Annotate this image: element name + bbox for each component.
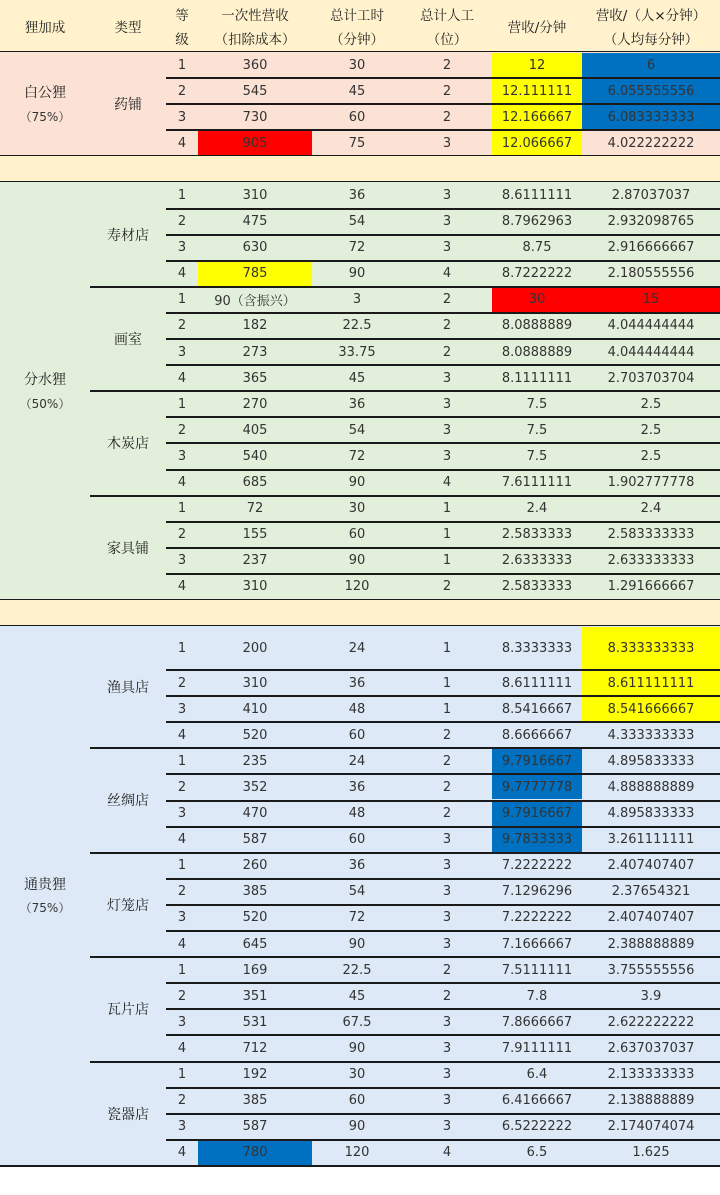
cell-workers: 1 bbox=[442, 501, 452, 517]
cell-level: 2 bbox=[177, 1093, 187, 1109]
cell-rpm: 7.6111111 bbox=[501, 475, 573, 491]
cell-rppm: 2.180555556 bbox=[607, 266, 695, 282]
cell-revenue: 712 bbox=[242, 1040, 268, 1056]
cell-workers: 2 bbox=[442, 109, 452, 125]
cell-time: 48 bbox=[348, 806, 366, 822]
cell-rpm: 30 bbox=[528, 292, 546, 308]
cell-workers: 4 bbox=[442, 475, 452, 491]
cell-rppm: 8.333333333 bbox=[607, 640, 695, 656]
cell-time: 24 bbox=[348, 753, 366, 769]
cell-level: 3 bbox=[177, 1014, 187, 1030]
header-level-line1: 等 bbox=[175, 8, 189, 24]
cell-workers: 3 bbox=[442, 370, 452, 386]
cell-workers: 3 bbox=[442, 1067, 452, 1083]
cell-revenue: 235 bbox=[242, 753, 268, 769]
cell-time: 30 bbox=[348, 501, 366, 517]
cell-rppm: 2.388888889 bbox=[607, 936, 695, 952]
cell-rpm: 7.2222222 bbox=[501, 858, 573, 874]
cell-rpm: 8.6666667 bbox=[501, 727, 573, 743]
cell-rppm: 2.703703704 bbox=[607, 370, 695, 386]
cell-time: 24 bbox=[348, 640, 366, 656]
cell-revenue: 260 bbox=[242, 858, 268, 874]
shop-name: 木炭店 bbox=[107, 436, 149, 453]
cell-level: 4 bbox=[177, 1040, 187, 1056]
cell-revenue: 90（含振兴） bbox=[214, 294, 296, 310]
cell-rpm: 8.1111111 bbox=[501, 370, 573, 386]
cell-time: 60 bbox=[348, 527, 366, 543]
cell-revenue: 360 bbox=[242, 57, 268, 73]
cell-workers: 2 bbox=[442, 57, 452, 73]
cell-level: 1 bbox=[177, 292, 187, 308]
cell-workers: 2 bbox=[442, 344, 452, 360]
cell-rppm: 6 bbox=[646, 57, 656, 73]
cell-revenue: 475 bbox=[242, 214, 268, 230]
header-type: 类型 bbox=[114, 20, 142, 36]
shop-name: 画室 bbox=[114, 331, 142, 348]
cell-level: 2 bbox=[177, 318, 187, 334]
cell-rppm: 2.622222222 bbox=[607, 1014, 695, 1030]
cell-rpm: 8.5416667 bbox=[501, 701, 573, 717]
group-name: 通贵狸 bbox=[24, 876, 66, 893]
group-name: 分水狸 bbox=[24, 372, 66, 389]
cell-revenue: 520 bbox=[242, 727, 268, 743]
cell-rppm: 3.9 bbox=[640, 988, 662, 1004]
cell-time: 36 bbox=[348, 396, 366, 412]
cell-rppm: 3.261111111 bbox=[607, 832, 695, 848]
cell-workers: 4 bbox=[442, 266, 452, 282]
header-workers-line1: 总计人工 bbox=[420, 8, 474, 24]
cell-level: 2 bbox=[177, 527, 187, 543]
shop-name: 渔具店 bbox=[107, 680, 149, 697]
cell-time: 60 bbox=[348, 109, 366, 125]
cell-workers: 3 bbox=[442, 214, 452, 230]
cell-rppm: 4.888888889 bbox=[607, 779, 695, 795]
group-bonus: （75%） bbox=[19, 901, 71, 916]
cell-rppm: 2.5 bbox=[640, 422, 662, 438]
cell-workers: 3 bbox=[442, 422, 452, 438]
cell-time: 90 bbox=[348, 1119, 366, 1135]
cell-workers: 3 bbox=[442, 240, 452, 256]
cell-revenue: 780 bbox=[242, 1145, 268, 1161]
cell-rpm: 8.0888889 bbox=[501, 344, 573, 360]
cell-revenue: 200 bbox=[242, 640, 268, 656]
cell-rpm: 8.6111111 bbox=[501, 675, 573, 691]
spacer-row bbox=[0, 156, 720, 182]
cell-level: 2 bbox=[177, 988, 187, 1004]
shop-name: 药铺 bbox=[114, 97, 142, 114]
cell-level: 1 bbox=[177, 396, 187, 412]
header-revenue-line1: 一次性营收 bbox=[221, 8, 289, 24]
cell-rppm: 4.333333333 bbox=[607, 727, 695, 743]
cell-workers: 2 bbox=[442, 292, 452, 308]
cell-rpm: 8.75 bbox=[522, 240, 552, 256]
header-rppm-line1: 营收/（人×分钟） bbox=[595, 8, 707, 24]
cell-workers: 3 bbox=[442, 1119, 452, 1135]
cell-level: 3 bbox=[177, 910, 187, 926]
shop-name: 瓦片店 bbox=[107, 1002, 149, 1019]
header-rppm-line2: （人均每分钟） bbox=[603, 32, 699, 48]
cell-revenue: 270 bbox=[242, 396, 268, 412]
cell-workers: 4 bbox=[442, 1145, 452, 1161]
cell-revenue: 365 bbox=[242, 370, 268, 386]
cell-workers: 3 bbox=[442, 884, 452, 900]
cell-level: 4 bbox=[177, 727, 187, 743]
cell-rpm: 12.111111 bbox=[501, 83, 573, 99]
cell-time: 60 bbox=[348, 832, 366, 848]
cell-level: 1 bbox=[177, 640, 187, 656]
cell-revenue: 192 bbox=[242, 1067, 268, 1083]
group-name: 白公狸 bbox=[24, 85, 66, 102]
cell-rppm: 2.407407407 bbox=[607, 910, 695, 926]
cell-workers: 3 bbox=[442, 187, 452, 203]
cell-revenue: 310 bbox=[242, 675, 268, 691]
cell-rpm: 8.6111111 bbox=[501, 187, 573, 203]
cell-revenue: 520 bbox=[242, 910, 268, 926]
cell-revenue: 630 bbox=[242, 240, 268, 256]
cell-time: 30 bbox=[348, 57, 366, 73]
cell-level: 3 bbox=[177, 344, 187, 360]
cell-revenue: 730 bbox=[242, 109, 268, 125]
group-divider bbox=[0, 1165, 720, 1167]
cell-revenue: 540 bbox=[242, 448, 268, 464]
cell-rpm: 7.1296296 bbox=[501, 884, 573, 900]
cell-rppm: 4.044444444 bbox=[607, 344, 695, 360]
cell-workers: 3 bbox=[442, 135, 452, 151]
cell-level: 4 bbox=[177, 832, 187, 848]
cell-revenue: 310 bbox=[242, 187, 268, 203]
cell-rppm: 1.902777778 bbox=[607, 475, 695, 491]
cell-rppm: 2.87037037 bbox=[611, 187, 691, 203]
header-bonus: 狸加成 bbox=[24, 20, 66, 36]
cell-time: 22.5 bbox=[342, 962, 372, 978]
cell-rpm: 7.5 bbox=[526, 448, 548, 464]
cell-level: 4 bbox=[177, 370, 187, 386]
cell-time: 54 bbox=[348, 884, 366, 900]
cell-time: 90 bbox=[348, 266, 366, 282]
cell-workers: 3 bbox=[442, 910, 452, 926]
cell-level: 3 bbox=[177, 109, 187, 125]
cell-workers: 3 bbox=[442, 832, 452, 848]
cell-workers: 2 bbox=[442, 806, 452, 822]
cell-level: 2 bbox=[177, 675, 187, 691]
cell-workers: 3 bbox=[442, 858, 452, 874]
cell-revenue: 470 bbox=[242, 806, 268, 822]
cell-workers: 1 bbox=[442, 640, 452, 656]
cell-time: 30 bbox=[348, 1067, 366, 1083]
cell-level: 3 bbox=[177, 553, 187, 569]
cell-rppm: 4.895833333 bbox=[607, 753, 695, 769]
cell-level: 1 bbox=[177, 501, 187, 517]
cell-rppm: 8.541666667 bbox=[607, 701, 695, 717]
cell-rpm: 8.7962963 bbox=[501, 214, 573, 230]
cell-level: 3 bbox=[177, 806, 187, 822]
cell-level: 1 bbox=[177, 187, 187, 203]
cell-time: 22.5 bbox=[342, 318, 372, 334]
cell-rppm: 2.583333333 bbox=[607, 527, 695, 543]
cell-revenue: 385 bbox=[242, 884, 268, 900]
cell-level: 4 bbox=[177, 135, 187, 151]
cell-workers: 2 bbox=[442, 727, 452, 743]
header-level-line2: 级 bbox=[175, 32, 189, 48]
cell-rppm: 2.407407407 bbox=[607, 858, 695, 874]
cell-time: 36 bbox=[348, 187, 366, 203]
cell-revenue: 155 bbox=[242, 527, 268, 543]
cell-rppm: 1.625 bbox=[632, 1145, 670, 1161]
cell-time: 36 bbox=[348, 858, 366, 874]
cell-level: 2 bbox=[177, 779, 187, 795]
cell-time: 67.5 bbox=[342, 1014, 372, 1030]
cell-workers: 2 bbox=[442, 579, 452, 595]
header-time-line1: 总计工时 bbox=[330, 8, 384, 24]
cell-revenue: 169 bbox=[242, 962, 268, 978]
cell-time: 90 bbox=[348, 936, 366, 952]
cell-rpm: 8.3333333 bbox=[501, 640, 573, 656]
cell-workers: 2 bbox=[442, 83, 452, 99]
cell-level: 2 bbox=[177, 214, 187, 230]
cell-revenue: 351 bbox=[242, 988, 268, 1004]
cell-revenue: 587 bbox=[242, 832, 268, 848]
cell-revenue: 587 bbox=[242, 1119, 268, 1135]
cell-rpm: 6.5222222 bbox=[501, 1119, 573, 1135]
cell-rppm: 4.895833333 bbox=[607, 806, 695, 822]
cell-rpm: 7.8666667 bbox=[501, 1014, 573, 1030]
cell-rppm: 2.5 bbox=[640, 396, 662, 412]
cell-level: 2 bbox=[177, 884, 187, 900]
cell-workers: 2 bbox=[442, 318, 452, 334]
cell-time: 60 bbox=[348, 1093, 366, 1109]
shop-name: 丝绸店 bbox=[107, 793, 149, 810]
cell-rpm: 7.5 bbox=[526, 396, 548, 412]
cell-time: 45 bbox=[348, 988, 366, 1004]
cell-revenue: 405 bbox=[242, 422, 268, 438]
cell-rpm: 12 bbox=[528, 57, 546, 73]
shop-name: 家具铺 bbox=[107, 540, 149, 557]
cell-workers: 1 bbox=[442, 553, 452, 569]
cell-rppm: 4.022222222 bbox=[607, 135, 695, 151]
header-revenue-line2: （扣除成本） bbox=[214, 32, 296, 48]
header-rpm: 营收/分钟 bbox=[507, 20, 567, 36]
cell-level: 4 bbox=[177, 936, 187, 952]
cell-level: 2 bbox=[177, 422, 187, 438]
cell-rpm: 2.4 bbox=[526, 501, 548, 517]
cell-rpm: 7.8 bbox=[526, 988, 548, 1004]
cell-level: 3 bbox=[177, 240, 187, 256]
cell-rpm: 9.7916667 bbox=[501, 806, 573, 822]
cell-rpm: 8.0888889 bbox=[501, 318, 573, 334]
cell-rpm: 9.7777778 bbox=[501, 779, 573, 795]
cell-level: 4 bbox=[177, 475, 187, 491]
cell-time: 75 bbox=[348, 135, 366, 151]
cell-rppm: 6.083333333 bbox=[607, 109, 695, 125]
cell-workers: 3 bbox=[442, 1040, 452, 1056]
cell-rppm: 2.4 bbox=[640, 501, 662, 517]
header-time-line2: （分钟） bbox=[330, 32, 384, 48]
cell-time: 54 bbox=[348, 422, 366, 438]
cell-revenue: 237 bbox=[242, 553, 268, 569]
cell-rppm: 2.916666667 bbox=[607, 240, 695, 256]
cell-rppm: 2.174074074 bbox=[607, 1119, 695, 1135]
cell-workers: 1 bbox=[442, 675, 452, 691]
cell-workers: 2 bbox=[442, 753, 452, 769]
cell-revenue: 352 bbox=[242, 779, 268, 795]
cell-revenue: 385 bbox=[242, 1093, 268, 1109]
cell-level: 1 bbox=[177, 962, 187, 978]
cell-revenue: 72 bbox=[246, 501, 264, 517]
cell-time: 48 bbox=[348, 701, 366, 717]
cell-workers: 3 bbox=[442, 448, 452, 464]
cell-time: 90 bbox=[348, 475, 366, 491]
cell-rppm: 2.138888889 bbox=[607, 1093, 695, 1109]
cell-level: 4 bbox=[177, 1145, 187, 1161]
cell-level: 1 bbox=[177, 57, 187, 73]
cell-rpm: 2.6333333 bbox=[501, 553, 573, 569]
cell-time: 90 bbox=[348, 1040, 366, 1056]
cell-rpm: 9.7916667 bbox=[501, 753, 573, 769]
cell-workers: 3 bbox=[442, 1093, 452, 1109]
cell-workers: 3 bbox=[442, 1014, 452, 1030]
cell-time: 54 bbox=[348, 214, 366, 230]
cell-time: 60 bbox=[348, 727, 366, 743]
cell-workers: 1 bbox=[442, 527, 452, 543]
cell-rpm: 7.2222222 bbox=[501, 910, 573, 926]
cell-rpm: 6.4166667 bbox=[501, 1093, 573, 1109]
cell-rppm: 2.37654321 bbox=[611, 884, 691, 900]
cell-revenue: 905 bbox=[242, 135, 268, 151]
cell-revenue: 785 bbox=[242, 266, 268, 282]
cell-rpm: 7.5 bbox=[526, 422, 548, 438]
cell-revenue: 531 bbox=[242, 1014, 268, 1030]
cell-rpm: 6.4 bbox=[526, 1067, 548, 1083]
cell-rppm: 2.637037037 bbox=[607, 1040, 695, 1056]
cell-rppm: 2.932098765 bbox=[607, 214, 695, 230]
cell-level: 2 bbox=[177, 83, 187, 99]
cell-rpm: 8.7222222 bbox=[501, 266, 573, 282]
cell-rpm: 12.166667 bbox=[501, 109, 573, 125]
cell-time: 45 bbox=[348, 370, 366, 386]
cell-workers: 2 bbox=[442, 962, 452, 978]
cell-revenue: 645 bbox=[242, 936, 268, 952]
shop-name: 灯笼店 bbox=[107, 897, 149, 914]
cell-time: 45 bbox=[348, 83, 366, 99]
cell-rppm: 2.5 bbox=[640, 448, 662, 464]
cell-time: 72 bbox=[348, 448, 366, 464]
cell-level: 1 bbox=[177, 858, 187, 874]
cell-revenue: 310 bbox=[242, 579, 268, 595]
cell-time: 72 bbox=[348, 240, 366, 256]
cell-revenue: 273 bbox=[242, 344, 268, 360]
cell-time: 33.75 bbox=[338, 344, 376, 360]
cell-rpm: 6.5 bbox=[526, 1145, 548, 1161]
header-workers-line2: （位） bbox=[426, 32, 468, 48]
cell-rpm: 7.1666667 bbox=[501, 936, 573, 952]
cell-workers: 3 bbox=[442, 396, 452, 412]
cell-rppm: 3.755555556 bbox=[607, 962, 695, 978]
cell-level: 3 bbox=[177, 448, 187, 464]
cell-level: 1 bbox=[177, 753, 187, 769]
cell-revenue: 182 bbox=[242, 318, 268, 334]
cell-rppm: 2.133333333 bbox=[607, 1067, 695, 1083]
cell-rpm: 7.5111111 bbox=[501, 962, 573, 978]
cell-time: 36 bbox=[348, 675, 366, 691]
cell-rpm: 7.9111111 bbox=[501, 1040, 573, 1056]
cell-rppm: 1.291666667 bbox=[607, 579, 695, 595]
shop-name: 寿材店 bbox=[107, 227, 149, 244]
group-bonus: （50%） bbox=[19, 396, 71, 411]
cell-time: 3 bbox=[352, 292, 362, 308]
cell-level: 1 bbox=[177, 1067, 187, 1083]
cell-rpm: 2.5833333 bbox=[501, 579, 573, 595]
cell-workers: 2 bbox=[442, 779, 452, 795]
cell-level: 3 bbox=[177, 1119, 187, 1135]
cell-rpm: 12.066667 bbox=[501, 135, 573, 151]
cell-time: 120 bbox=[344, 579, 370, 595]
cell-rpm: 2.5833333 bbox=[501, 527, 573, 543]
cell-rppm: 15 bbox=[642, 292, 660, 308]
cell-rppm: 2.633333333 bbox=[607, 553, 695, 569]
cell-time: 36 bbox=[348, 779, 366, 795]
cell-rppm: 4.044444444 bbox=[607, 318, 695, 334]
spacer-row bbox=[0, 600, 720, 626]
cell-level: 4 bbox=[177, 579, 187, 595]
cell-rppm: 8.611111111 bbox=[607, 675, 695, 691]
cell-workers: 3 bbox=[442, 936, 452, 952]
cell-time: 90 bbox=[348, 553, 366, 569]
shop-name: 瓷器店 bbox=[107, 1106, 149, 1123]
cell-time: 120 bbox=[344, 1145, 370, 1161]
cell-rpm: 9.7833333 bbox=[501, 832, 573, 848]
cell-level: 4 bbox=[177, 266, 187, 282]
cell-revenue: 545 bbox=[242, 83, 268, 99]
cell-revenue: 685 bbox=[242, 475, 268, 491]
cell-time: 72 bbox=[348, 910, 366, 926]
group-bonus: （75%） bbox=[19, 109, 71, 124]
cell-level: 3 bbox=[177, 701, 187, 717]
cell-workers: 1 bbox=[442, 701, 452, 717]
cell-revenue: 410 bbox=[242, 701, 268, 717]
cell-rppm: 6.055555556 bbox=[607, 83, 695, 99]
cell-workers: 2 bbox=[442, 988, 452, 1004]
